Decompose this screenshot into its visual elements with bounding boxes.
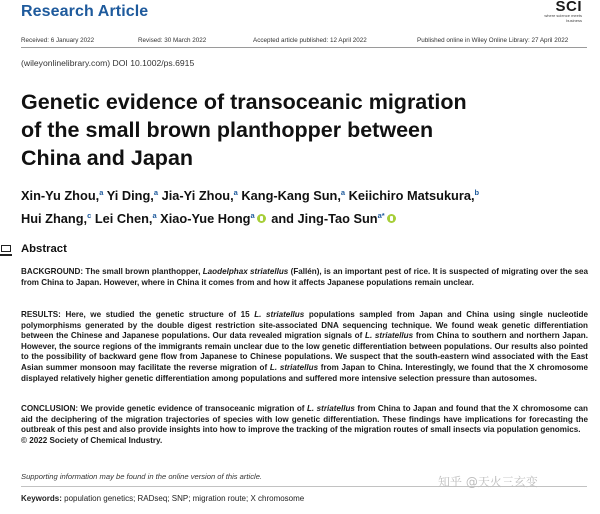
conclusion-text: We provide genetic evidence of transoceanic migration of (78, 404, 307, 413)
copyright: © 2022 Society of Chemical Industry. (21, 435, 163, 445)
author-joiner: and (271, 211, 294, 226)
results-text: populations sampled from Japan and China using single nucleotide polymorphisms generated by the double digest restriction site-associated DNA sequencing technique. We found weak genetic differentiation between the Chinese and Japanese populations. Our data revealed migration signals of (21, 310, 588, 341)
author-name[interactable]: Keiichiro Matsukura, (348, 188, 475, 203)
keywords-text: population genetics; RADseq; SNP; migration route; X chromosome (61, 494, 305, 503)
results-text: from Japan to China. Interestingly, we found that the X chromosome displayed relatively higher genetic differentiation among populations and suffered more intensive selection pressure than autosomes. (21, 362, 588, 383)
section-label: Research Article (21, 3, 149, 20)
date-revised: Revised: 30 March 2022 (138, 37, 207, 44)
author-list (21, 183, 596, 229)
author-name[interactable]: Yi Ding, (106, 188, 154, 203)
author-name[interactable]: Jing-Tao Sun (297, 211, 378, 226)
species-name: L. striatellus (306, 404, 355, 413)
affiliation-marker[interactable]: a (153, 188, 159, 197)
watermark: 知乎 @天火三玄变 (438, 475, 538, 489)
monitor-base (0, 254, 12, 256)
date-published-online: Published online in Wiley Online Library: 27 April 2022 (417, 37, 569, 44)
date-received: Received: 6 January 2022 (21, 37, 95, 44)
monitor-screen (1, 245, 11, 252)
abstract-heading: Abstract (21, 243, 67, 255)
author-name[interactable]: Xiao-Yue Hong (160, 211, 251, 226)
affiliation-marker[interactable]: a (250, 211, 255, 220)
species-name: L. striatellus (365, 331, 414, 341)
background-label: BACKGROUND: (21, 267, 84, 276)
affiliation-marker[interactable]: c (87, 211, 92, 220)
author-name[interactable]: Lei Chen, (94, 211, 153, 226)
conclusion-label: CONCLUSION: (21, 404, 79, 413)
affiliation-marker[interactable]: a (152, 211, 157, 220)
author-line-2 (21, 206, 596, 229)
affiliation-marker[interactable]: a (340, 188, 346, 197)
species-name: Laodelphax striatellus (202, 267, 289, 276)
results-text: Here, we studied the genetic structure of 15 (60, 310, 255, 319)
author-name[interactable]: Xin-Yu Zhou, (21, 188, 100, 203)
date-accepted: Accepted article published: 12 April 2022 (253, 37, 367, 44)
results-label: RESULTS: (21, 310, 61, 319)
abstract-results (21, 310, 588, 384)
article-title (21, 88, 581, 172)
affiliation-marker[interactable]: a (99, 188, 104, 197)
conclusion-text: from China to Japan and found that the X chromosome can aid the deciphering of the migration trajectories of species with low genetic differentiation. These findings have implications for forecasting the outbreak of this pest and also provide insights into how to improve the tracking of the migration routes of small insects via population genomics. (21, 404, 588, 435)
author-name[interactable]: Hui Zhang, (21, 211, 88, 226)
background-text: The small brown planthopper, (83, 267, 203, 276)
sci-logo-tagline: where science meets business (544, 13, 582, 23)
keywords-line (21, 494, 304, 503)
sci-logo-text: SCI (555, 0, 582, 15)
affiliation-marker[interactable]: b (474, 188, 480, 197)
author-line-1 (21, 183, 596, 206)
monitor-icon[interactable] (0, 244, 13, 258)
title-line: China and Japan (21, 146, 194, 170)
orcid-icon[interactable] (387, 214, 396, 223)
supporting-info-note: Supporting information may be found in the online version of this article. (21, 472, 263, 481)
background-text: (Fallén), is an important pest of rice. It is suspected of migrating over the sea from China to Japan. However, where in China it comes from and how it affects Japanese populations remain unclear. (21, 267, 588, 287)
abstract-background (21, 267, 588, 288)
results-text: from China to southern and northern Japan. However, the source regions of the immigrants remain unclear due to the low genetic differentiation between populations. Our results also pointed to the possibility of backward gene flow from Japanese to Chinese populations. We suspect that the south-eastern wind associated with the East Asian summer monsoon may facilitate the reverse migration of (21, 331, 589, 372)
species-name: L. striatellus (269, 362, 319, 372)
abstract-conclusion (21, 404, 588, 446)
affiliation-marker[interactable]: a (233, 188, 238, 197)
keywords-label: Keywords: (21, 494, 62, 503)
journal-header (0, 0, 600, 26)
orcid-icon[interactable] (257, 214, 266, 223)
affiliation-marker[interactable]: a* (377, 211, 385, 220)
title-line: of the small brown planthopper between (21, 118, 434, 142)
author-name[interactable]: Jia-Yi Zhou, (161, 188, 234, 203)
header-divider (21, 47, 587, 48)
sci-logo (528, 0, 582, 22)
author-name[interactable]: Kang-Kang Sun, (241, 188, 341, 203)
title-line: Genetic evidence of transoceanic migration (21, 90, 467, 114)
doi-link[interactable]: (wileyonlinelibrary.com) DOI 10.1002/ps.6915 (21, 58, 195, 68)
species-name: L. striatellus (254, 310, 305, 319)
